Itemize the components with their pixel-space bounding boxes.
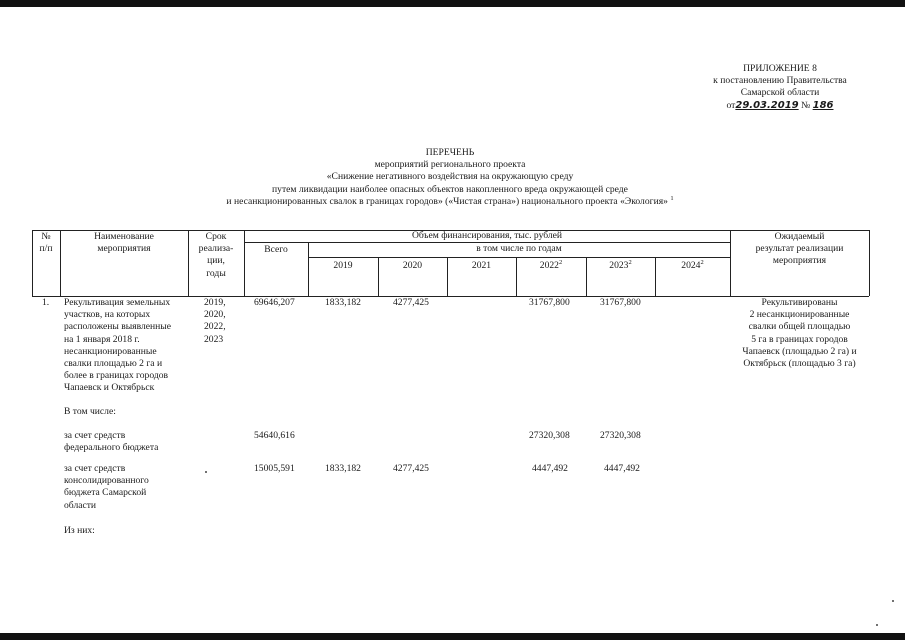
header-result: Ожидаемый результат реализации мероприятия — [755, 231, 844, 267]
appendix-region: Самарской области — [740, 87, 820, 99]
header-by-years: в том числе по годам — [476, 243, 562, 254]
federal-name: за счет средств федерального бюджета — [64, 430, 159, 454]
document-heading — [150, 147, 750, 208]
federal-2022: 27320,308 — [529, 430, 570, 441]
row1-name: Рекультивация земельных участков, на которых расположены выявленные на 1 января 2018 г. несанкционированные свалки площадью 2 га и более в границах городов Чапаевск и Октябрьск — [64, 297, 172, 394]
header-total: Всего — [264, 244, 288, 255]
scan-speck — [205, 471, 207, 473]
heading-line-2: «Снижение негативного воздействия на окружающую среду — [326, 171, 574, 183]
header-year-2020: 2020 — [402, 260, 423, 271]
row1-result: Рекультивированы 2 несанкционированные свалки общей площадью 5 га в границах городов Чапаевск (площадью 2 га) и Октябрьск (площадью 3 га) — [742, 297, 857, 370]
header-year-2019: 2019 — [333, 260, 353, 271]
header-year-2024: 2024$^2$ — [681, 258, 704, 271]
appendix-resolution: к постановлению Правительства — [713, 75, 847, 87]
of-which-label: Из них: — [64, 525, 95, 536]
header-funding: Объем финансирования, тыс. рублей — [411, 230, 563, 241]
heading-line-4: и несанкционированных свалок в границах городов» («Чистая страна») национального проекта «Экология» $^1$ — [226, 194, 674, 207]
header-year-2023: 2023$^2$ — [609, 258, 632, 271]
header-name: Наименование мероприятия — [94, 231, 154, 255]
consolidated-2019: 1833,182 — [325, 463, 361, 474]
consolidated-name: за счет средств консолидированного бюджета Самарской области — [64, 463, 149, 511]
federal-total: 54640,616 — [254, 430, 295, 441]
row1-2023: 31767,800 — [600, 297, 641, 308]
heading-line-3: путем ликвидации наиболее опасных объектов накопленного вреда окружающей среде — [272, 183, 628, 195]
scan-top-border — [0, 0, 905, 7]
scan-speck — [892, 600, 894, 602]
row1-2022: 31767,800 — [529, 297, 570, 308]
consolidated-total: 15005,591 — [254, 463, 295, 474]
federal-2023: 27320,308 — [600, 430, 641, 441]
row1-2020: 4277,425 — [393, 297, 429, 308]
consolidated-2022: 4447,492 — [532, 463, 568, 474]
consolidated-2020: 4277,425 — [393, 463, 429, 474]
header-term: Срок реализа- ции, годы — [198, 231, 234, 279]
header-year-2021: 2021 — [471, 260, 492, 271]
appendix-date-line: от29.03.2019 № 186 — [726, 99, 834, 111]
row1-term: 2019, 2020, 2022, 2023 — [204, 297, 226, 345]
appendix-date: 29.03.2019 — [735, 99, 799, 111]
scan-bottom-border — [0, 633, 905, 640]
row1-total: 69646,207 — [254, 297, 295, 308]
scan-speck — [876, 624, 878, 626]
row1-2019: 1833,182 — [325, 297, 361, 308]
heading-line-1: мероприятий регионального проекта — [374, 159, 526, 171]
consolidated-2023: 4447,492 — [604, 463, 640, 474]
heading-title: ПЕРЕЧЕНЬ — [425, 147, 475, 158]
including-label: В том числе: — [64, 406, 116, 417]
header-num: № п/п — [39, 231, 53, 255]
appendix-title: ПРИЛОЖЕНИЕ 8 — [743, 63, 817, 74]
header-year-2022: 2022$^2$ — [539, 258, 563, 271]
appendix-number: 186 — [812, 99, 834, 111]
appendix-block — [700, 63, 860, 112]
row1-num: 1. — [42, 297, 50, 308]
